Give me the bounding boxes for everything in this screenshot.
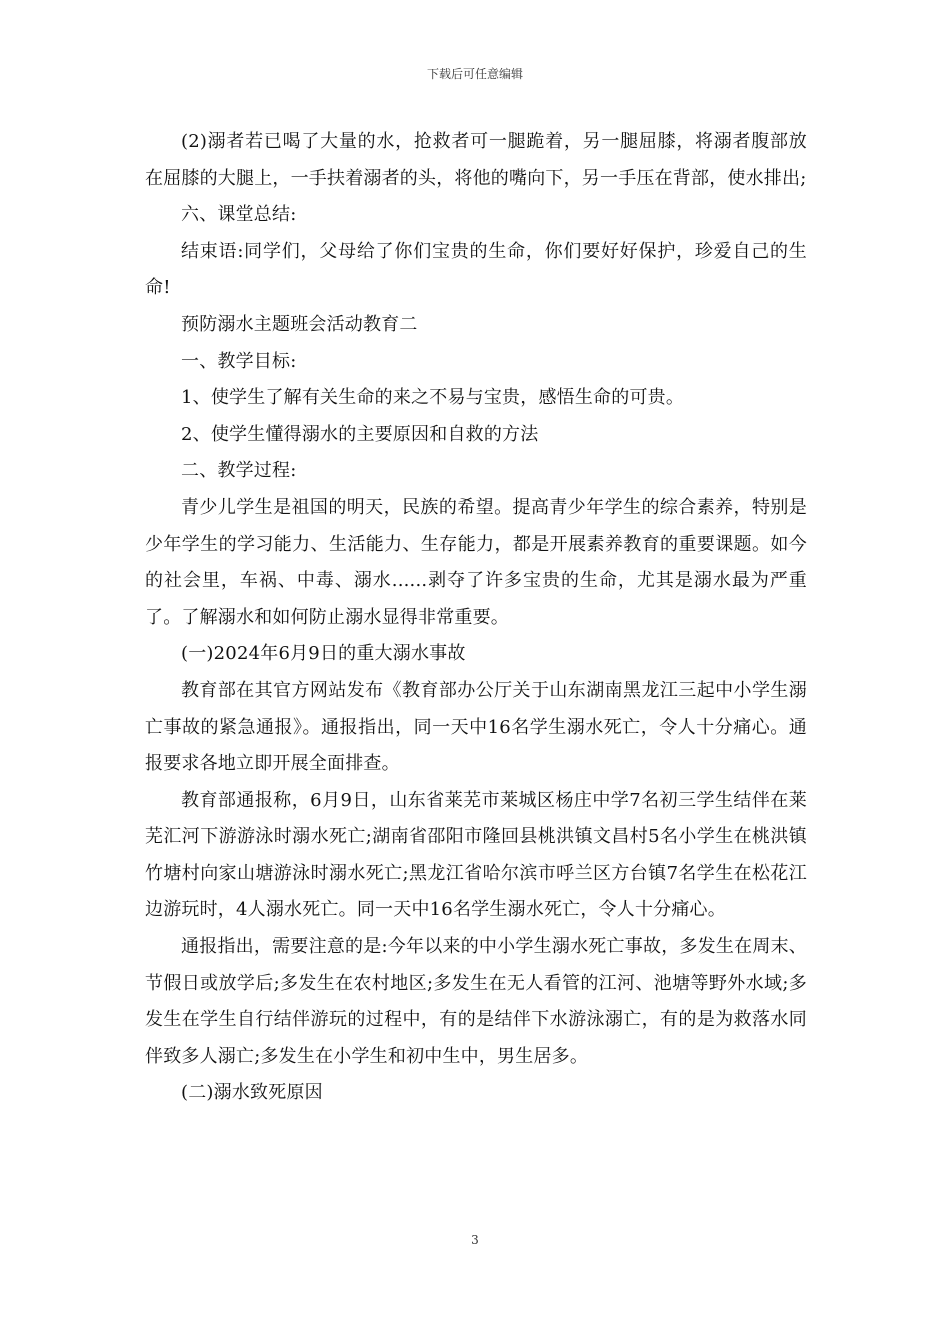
document-subtitle: 预防溺水主题班会活动教育二 [181,313,418,335]
page-footer [0,1232,950,1248]
paragraph: (2)溺者若已喝了大量的水，抢救者可一腿跪着，另一腿屈膝，将溺者腹部放在屈膝的大腿上，一手扶着溺者的头，将他的嘴向下，另一手压在背部，使水排出; [145,131,807,189]
section-heading: 六、课堂总结: [181,204,297,226]
subsection-heading: (二)溺水致死原因 [181,1082,323,1104]
list-item: 1、使学生了解有关生命的来之不易与宝贵，感悟生命的可贵。 [181,387,685,409]
header-note: 下载后可任意编辑 [426,67,523,81]
paragraph: 教育部在其官方网站发布《教育部办公厅关于山东湖南黑龙江三起中小学生溺亡事故的紧急通报》。通报指出，同一天中16名学生溺水死亡，令人十分痛心。通报要求各地立即开展全面排查。 [145,679,807,775]
section-heading: 二、教学过程: [181,460,297,482]
list-item: 2、使学生懂得溺水的主要原因和自救的方法 [181,423,539,445]
subsection-heading: (一)2024年6月9日的重大溺水事故 [181,643,466,665]
section-heading: 一、教学目标: [181,350,297,372]
paragraph: 通报指出，需要注意的是:今年以来的中小学生溺水死亡事故，多发生在周末、节假日或放学后;多发生在农村地区;多发生在无人看管的江河、池塘等野外水域;多发生在学生自行结伴游玩的过程中，有的是结伴下水游泳溺亡，有的是为救落水同伴致多人溺亡;多发生在小学生和初中生中，男生居多。 [145,936,807,1067]
paragraph: 青少儿学生是祖国的明天，民族的希望。提高青少年学生的综合素养，特别是少年学生的学习能力、生活能力、生存能力，都是开展素养教育的重要课题。如今的社会里，车祸、中毒、溺水......剥夺了许多宝贵的生命，尤其是溺水最为严重了。了解溺水和如何防止溺水显得非常重要。 [145,496,807,628]
document-body [145,124,807,1112]
page-number: 3 [471,1233,479,1247]
paragraph: 教育部通报称，6月9日，山东省莱芜市莱城区杨庄中学7名初三学生结伴在莱芜汇河下游游泳时溺水死亡;湖南省邵阳市隆回县桃洪镇文昌村5名小学生在桃洪镇竹塘村向家山塘游泳时溺水死亡;黑龙江省哈尔滨市呼兰区方台镇7名学生在松花江边游玩时，4人溺水死亡。同一天中16名学生溺水死亡，令人十分痛心。 [145,789,807,921]
page-header [0,66,950,82]
paragraph: 结束语:同学们，父母给了你们宝贵的生命，你们要好好保护，珍爱自己的生命! [145,240,807,299]
